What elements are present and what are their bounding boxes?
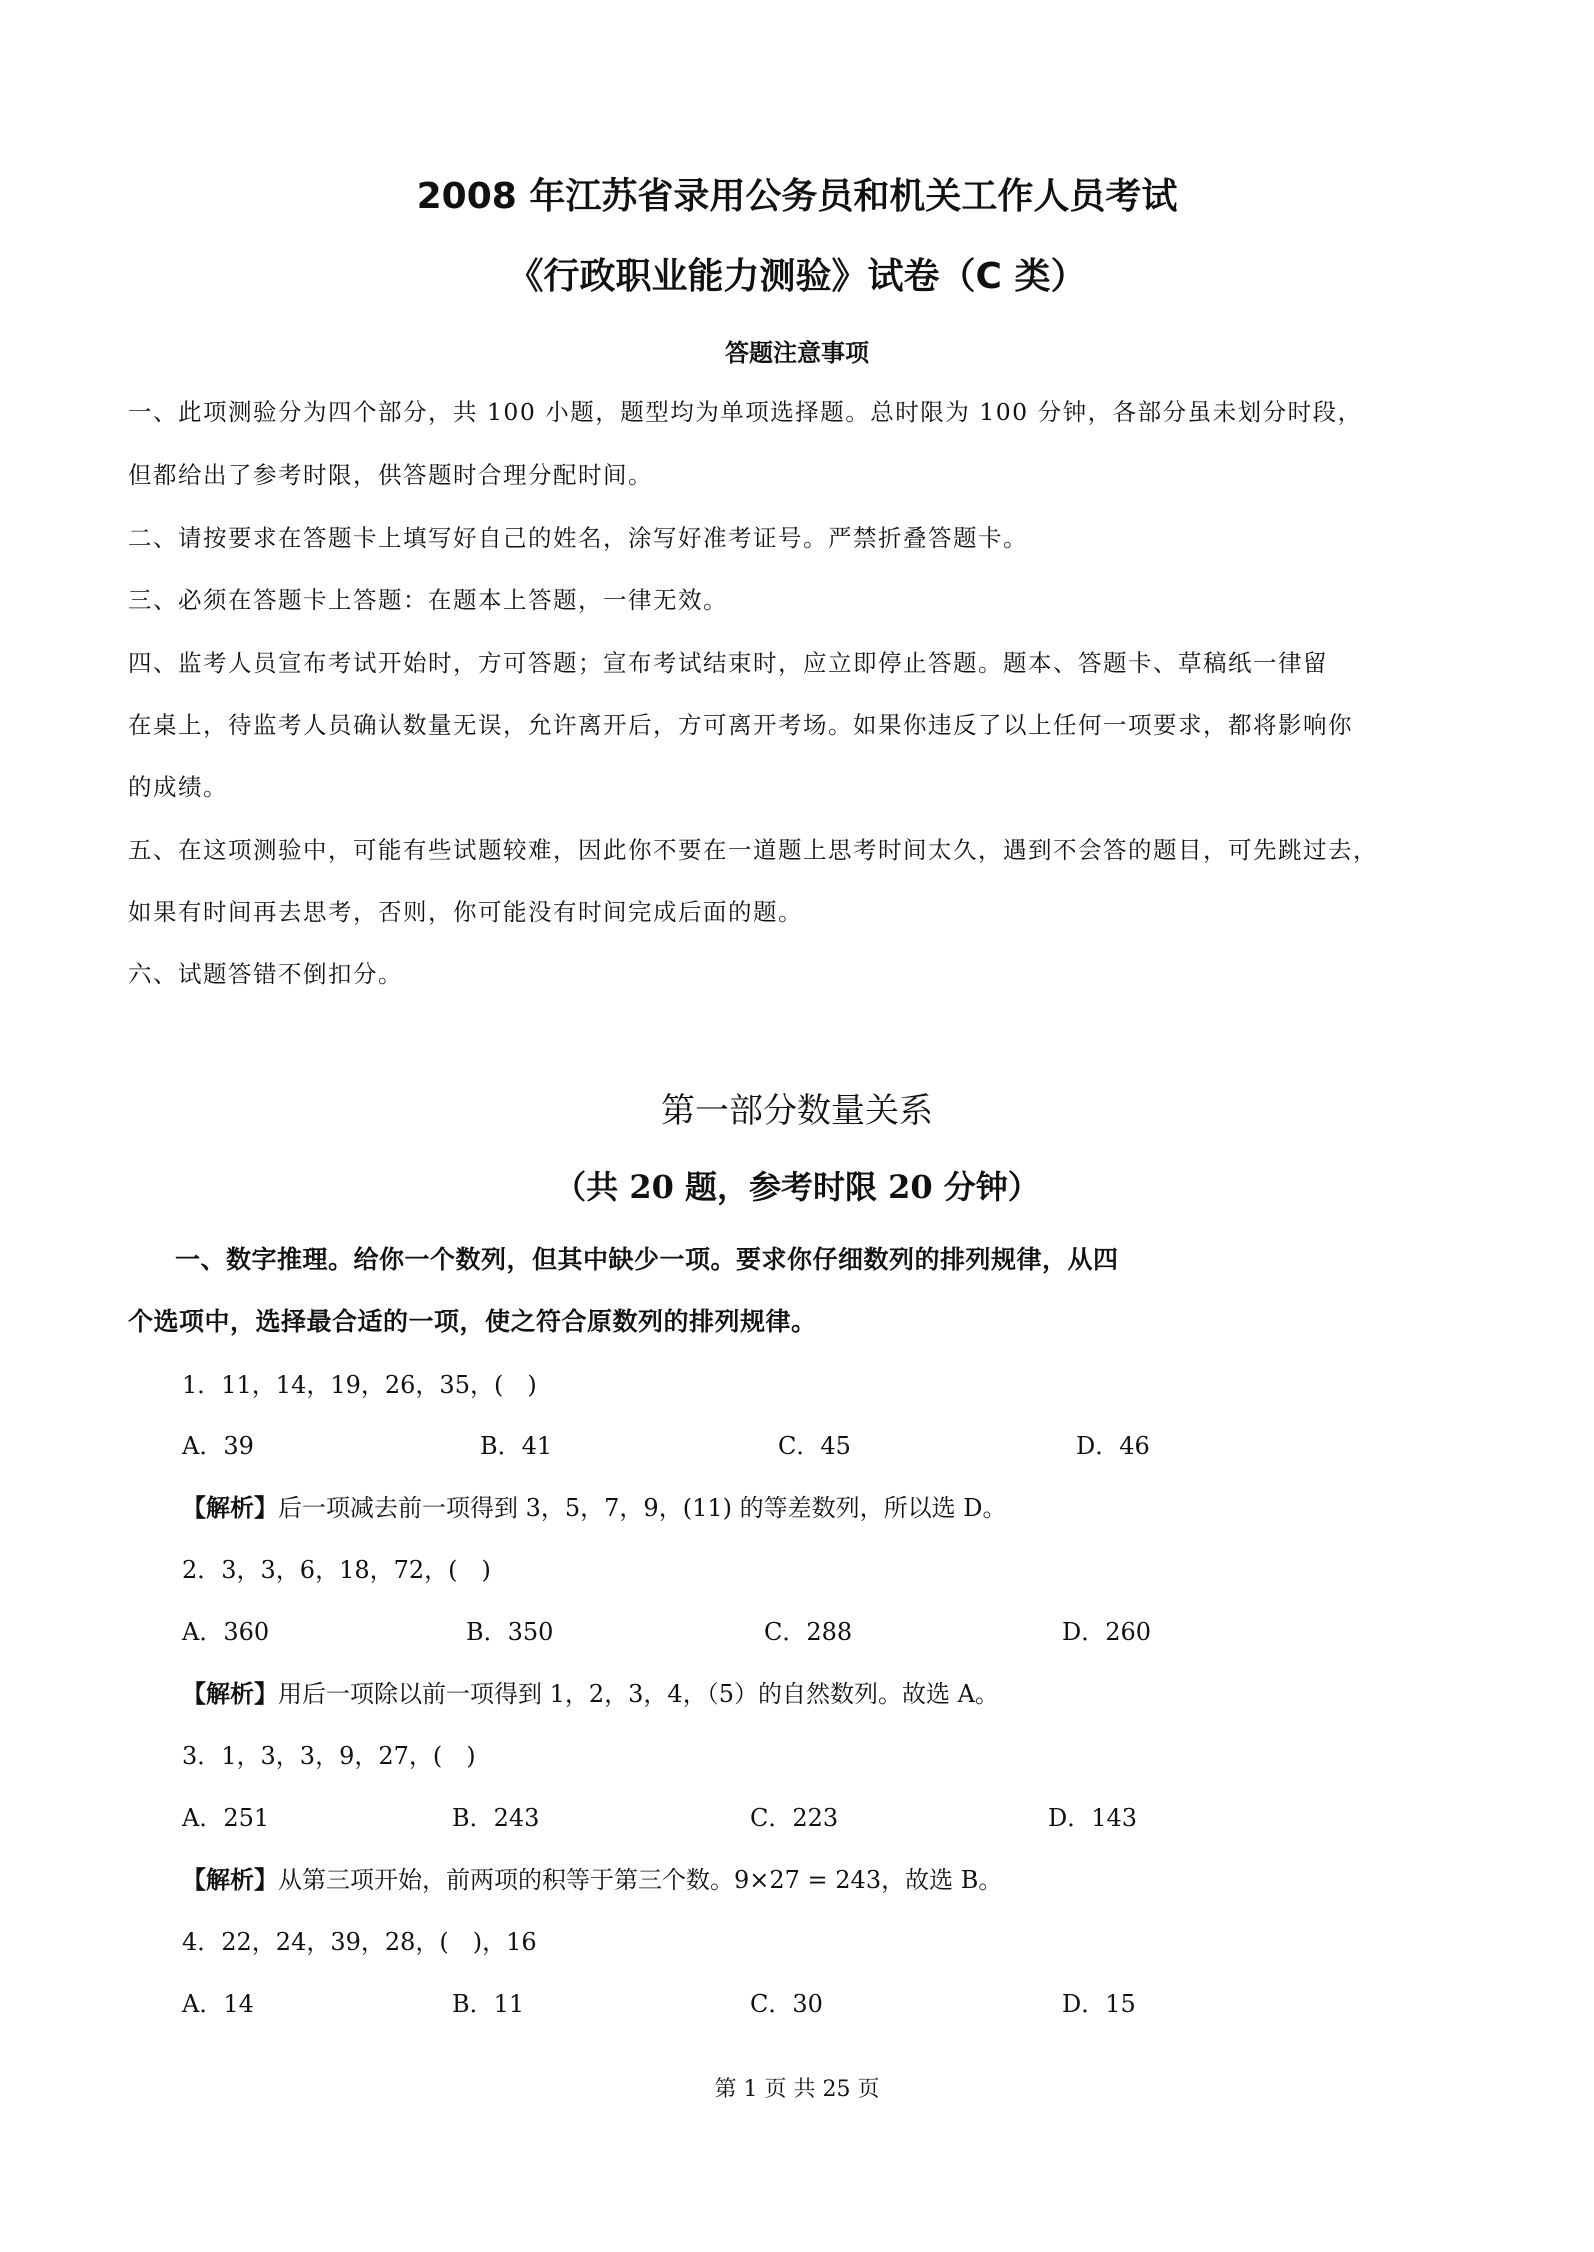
option-c: C．45: [778, 1432, 851, 1460]
option-c: C．30: [750, 1990, 823, 2018]
option-d: D．46: [1076, 1432, 1150, 1460]
notice-line: 二、请按要求在答题卡上填写好自己的姓名，涂写好准考证号。严禁折叠答题卡。: [128, 524, 1028, 552]
notice-line: 的成绩。: [128, 773, 228, 801]
document-title: 2008 年江苏省录用公务员和机关工作人员考试: [416, 176, 1178, 217]
explanation-text: 后一项减去前一项得到 3，5，7，9，(11) 的等差数列，所以选 D。: [278, 1494, 1007, 1522]
notice-line: 但都给出了参考时限，供答题时合理分配时间。: [128, 461, 653, 489]
option-c: C．288: [764, 1618, 853, 1646]
option-b: B．11: [452, 1990, 525, 2018]
option-b: B．243: [452, 1804, 540, 1832]
page-footer: 第 1 页 共 25 页: [714, 2077, 880, 2102]
document-subtitle: 《行政职业能力测验》试卷（C 类）: [507, 256, 1087, 297]
explanation: [182, 1860, 1002, 1895]
notice-line: 五、在这项测验中，可能有些试题较难，因此你不要在一道题上思考时间太久，遇到不会答的题目，可先跳过去，: [128, 836, 1378, 864]
option-c: C．223: [750, 1804, 839, 1832]
notice-heading: 答题注意事项: [725, 339, 869, 367]
option-a: A．39: [182, 1432, 254, 1460]
section-subtitle: （共 20 题，参考时限 20 分钟）: [554, 1168, 1040, 1206]
notice-line: 如果有时间再去思考，否则，你可能没有时间完成后面的题。: [128, 898, 803, 926]
explanation-tag: 【解析】: [182, 1866, 278, 1894]
section-title: 第一部分数量关系: [661, 1091, 933, 1131]
notice-line: 四、监考人员宣布考试开始时，方可答题；宣布考试结束时，应立即停止答题。题本、答题卡、草稿纸一律留: [128, 649, 1328, 677]
question-stem: 1．11，14，19，26，35，( ): [182, 1371, 537, 1399]
section-instruction: 个选项中，选择最合适的一项，使之符合原数列的排列规律。: [128, 1307, 817, 1336]
explanation: [182, 1674, 999, 1709]
question-stem: 2．3，3，6，18，72，( ): [182, 1556, 491, 1584]
option-a: A．251: [182, 1804, 270, 1832]
option-d: D．260: [1062, 1618, 1152, 1646]
option-b: B．350: [466, 1618, 554, 1646]
explanation-text: 从第三项开始，前两项的积等于第三个数。9×27 = 243，故选 B。: [278, 1866, 1003, 1894]
option-a: A．14: [182, 1990, 254, 2018]
notice-line: 一、此项测验分为四个部分，共 100 小题，题型均为单项选择题。总时限为 100 分钟，各部分虽未划分时段，: [128, 398, 1363, 426]
explanation: [182, 1488, 1006, 1523]
notice-line: 三、必须在答题卡上答题：在题本上答题，一律无效。: [128, 586, 728, 614]
option-d: D．15: [1062, 1990, 1136, 2018]
explanation-tag: 【解析】: [182, 1680, 278, 1708]
question-stem: 3．1，3，3，9，27，( ): [182, 1742, 476, 1770]
notice-line: 六、试题答错不倒扣分。: [128, 960, 403, 988]
option-a: A．360: [182, 1618, 270, 1646]
option-b: B．41: [480, 1432, 553, 1460]
notice-line: 在桌上，待监考人员确认数量无误，允许离开后，方可离开考场。如果你违反了以上任何一项要求，都将影响你: [128, 711, 1353, 739]
question-stem: 4．22，24，39，28，( )，16: [182, 1928, 537, 1956]
explanation-text: 用后一项除以前一项得到 1，2，3，4，（5）的自然数列。故选 A。: [278, 1680, 999, 1708]
option-d: D．143: [1048, 1804, 1138, 1832]
section-instruction: 一、数字推理。给你一个数列，但其中缺少一项。要求你仔细数列的排列规律，从四: [175, 1245, 1119, 1274]
explanation-tag: 【解析】: [182, 1494, 278, 1522]
